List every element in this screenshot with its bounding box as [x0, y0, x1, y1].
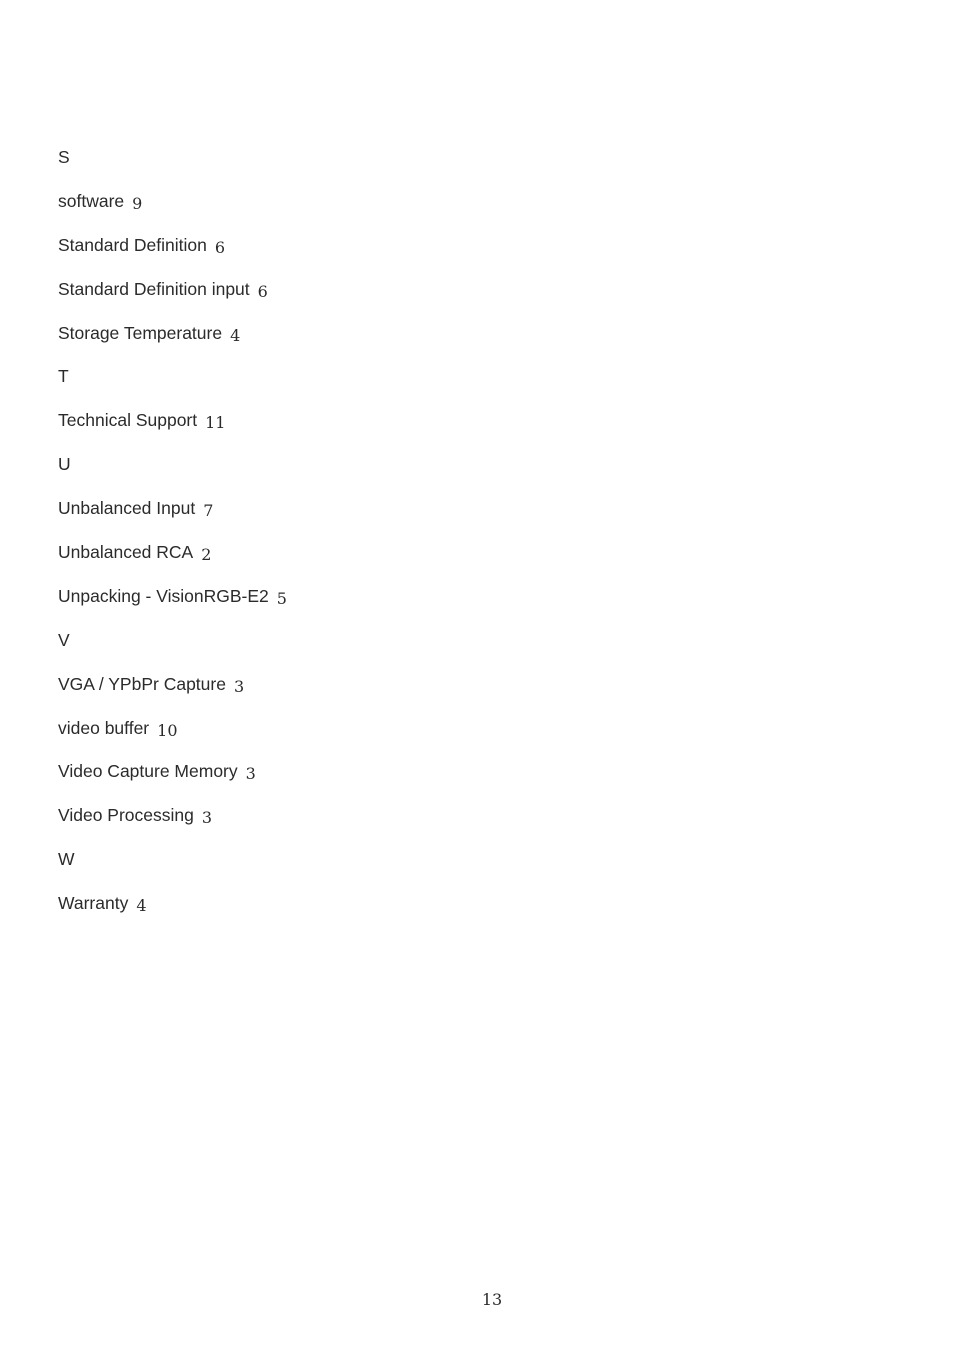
- entry-term: Technical Support: [58, 410, 198, 431]
- index-entry: [58, 233, 658, 277]
- entry-page: 4: [136, 896, 147, 916]
- index-entry: [58, 189, 658, 233]
- entry-page: 2: [201, 545, 212, 565]
- index-letter-heading: [58, 847, 658, 891]
- letter-text: T: [58, 366, 69, 387]
- entry-page: 3: [233, 676, 245, 696]
- entry-term: software: [58, 190, 125, 211]
- entry-page: 3: [245, 764, 256, 784]
- entry-term: Unbalanced Input: [58, 498, 196, 519]
- index-entry: [58, 891, 658, 935]
- entry-term: Unpacking - VisionRGB-E2: [58, 585, 269, 606]
- entry-page: 6: [257, 281, 268, 301]
- entry-page: 6: [214, 237, 226, 257]
- entry-page: 10: [157, 720, 178, 740]
- entry-page: 4: [230, 325, 241, 345]
- index-letter-heading: [58, 364, 658, 408]
- index-entry: [58, 277, 658, 321]
- index-entry: [58, 408, 658, 452]
- index-entry: [58, 584, 658, 628]
- page-number: 13: [481, 1290, 503, 1309]
- index-entry: [58, 803, 658, 847]
- entry-term: Storage Temperature: [58, 322, 223, 343]
- entry-term: Unbalanced RCA: [58, 542, 194, 563]
- index-entry: [58, 716, 658, 760]
- entry-term: Standard Definition: [58, 234, 207, 255]
- entry-page: 9: [132, 193, 143, 213]
- entry-term: Video Capture Memory: [58, 761, 238, 782]
- entry-page: 3: [201, 808, 213, 828]
- entry-term: video buffer: [58, 717, 150, 738]
- index-entry: [58, 321, 658, 365]
- index-entry: [58, 759, 658, 803]
- index-list: [58, 145, 658, 935]
- entry-term: Video Processing: [58, 805, 194, 826]
- entry-term: Warranty: [58, 893, 129, 914]
- index-entry: [58, 672, 658, 716]
- entry-term: VGA / YPbPr Capture: [58, 673, 226, 694]
- letter-text: U: [58, 454, 71, 475]
- index-entry: [58, 496, 658, 540]
- index-entry: [58, 540, 658, 584]
- entry-term: Standard Definition input: [58, 278, 250, 299]
- index-letter-heading: [58, 628, 658, 672]
- entry-page: 11: [205, 413, 226, 433]
- letter-text: W: [58, 849, 75, 870]
- entry-page: 7: [203, 501, 214, 521]
- entry-page: 5: [276, 588, 287, 608]
- index-letter-heading: [58, 452, 658, 496]
- letter-text: S: [58, 147, 70, 167]
- letter-text: V: [58, 629, 70, 650]
- index-letter-heading: [58, 145, 658, 189]
